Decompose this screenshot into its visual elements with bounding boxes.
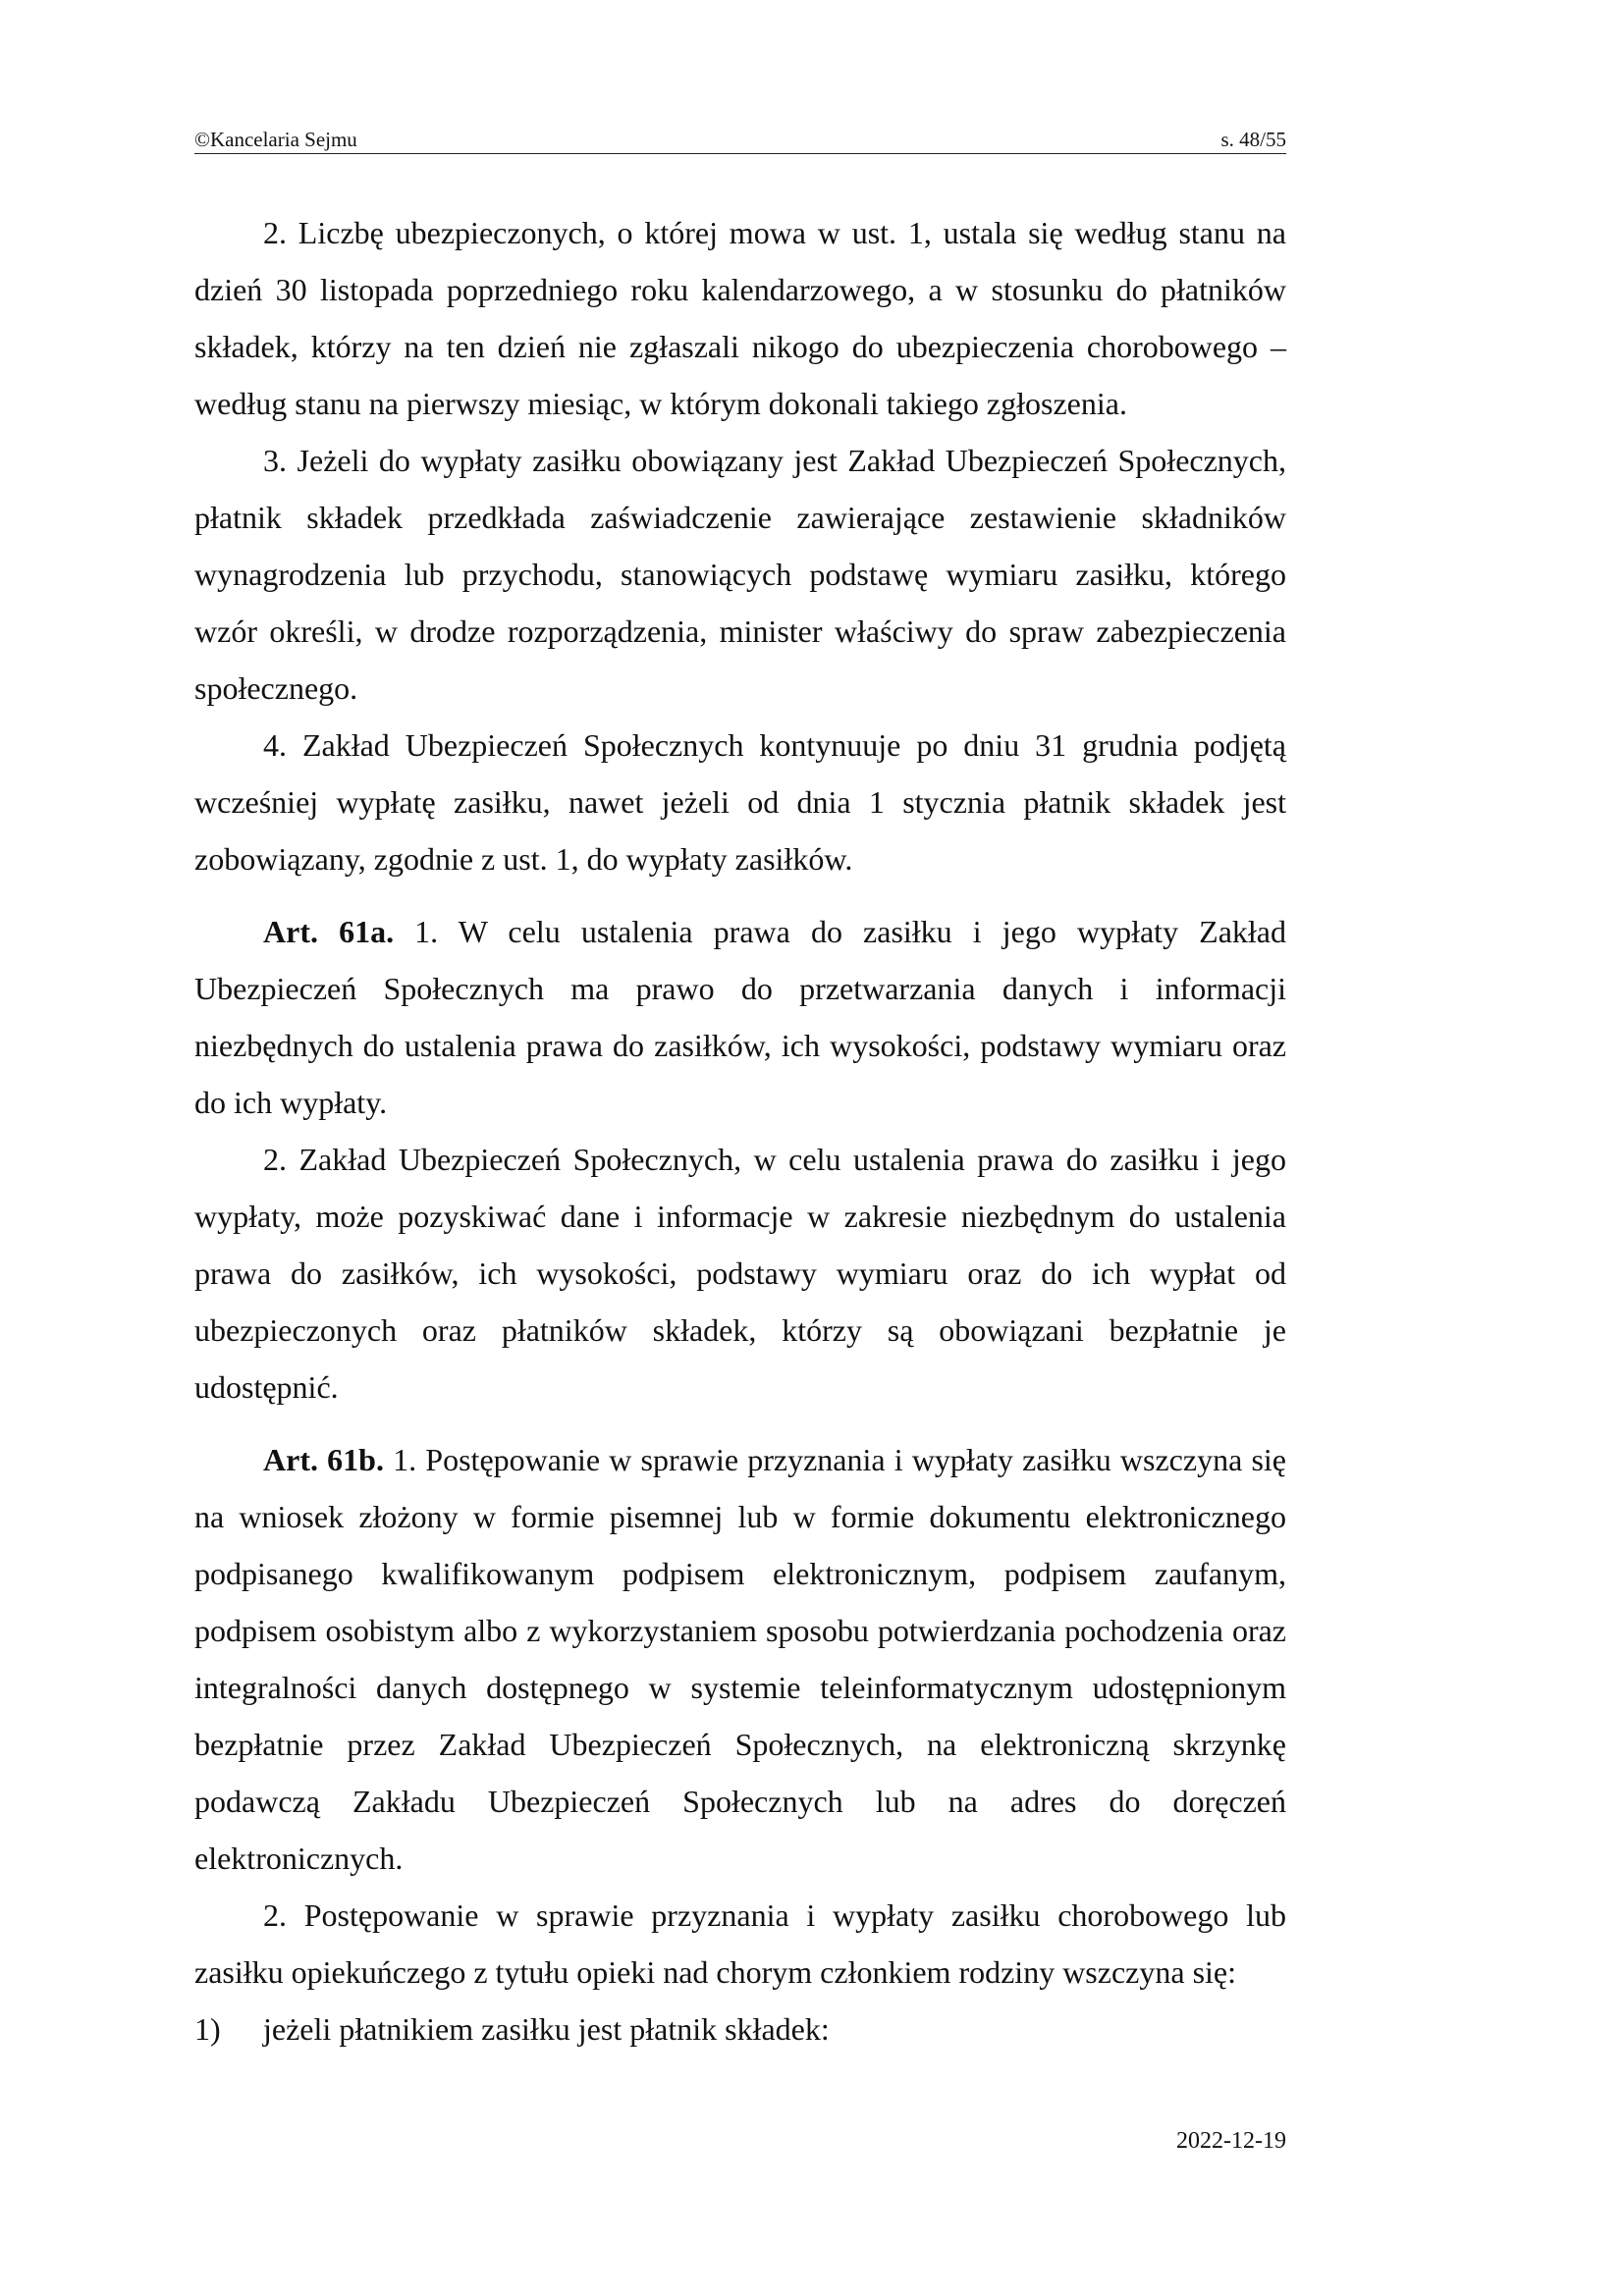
list-item [194, 2001, 1286, 2057]
article-61b-text-1: 1. Postępowanie w sprawie przyznania i wypłaty zasiłku wszczyna się na wniosek złożony w formie pisemnej lub w formie dokumentu elektronicznego podpisanego kwalifikowanym podpisem elektronicznym, podpisem zaufanym, podpisem osobistym albo z wykorzystaniem sposobu potwierdzania pochodzenia oraz integralności danych dostępnego w systemie teleinformatycznym udostępnionym bezpłatnie przez Zakład Ubezpieczeń Społecznych, na elektroniczną skrzynkę podawczą Zakładu Ubezpieczeń Społecznych lub na adres do doręczeń elektronicznych. [194, 1442, 1287, 1876]
article-61b-paragraph-1 [194, 1431, 1286, 1887]
article-61b-paragraph-2: 2. Postępowanie w sprawie przyznania i wypłaty zasiłku chorobowego lub zasiłku opiekuńczego z tytułu opieki nad chorym członkiem rodziny wszczyna się: [194, 1897, 1286, 1990]
document-body [194, 204, 1286, 2057]
list-item-number: 1) [194, 2011, 221, 2047]
article-61a-label: Art. 61a. [263, 914, 395, 949]
header-page-number: s. 48/55 [1220, 128, 1286, 151]
paragraph-ust-3: 3. Jeżeli do wypłaty zasiłku obowiązany jest Zakład Ubezpieczeń Społecznych, płatnik składek przedkłada zaświadczenie zawierające zestawienie składników wynagrodzenia lub przychodu, stanowiących podstawę wymiaru zasiłku, którego wzór określi, w drodze rozporządzenia, minister właściwy do spraw zabezpieczenia społecznego. [194, 443, 1286, 706]
footer-date: 2022-12-19 [1176, 2128, 1286, 2154]
article-61a-paragraph-2: 2. Zakład Ubezpieczeń Społecznych, w celu ustalenia prawa do zasiłku i jego wypłaty, może pozyskiwać dane i informacje w zakresie niezbędnym do ustalenia prawa do zasiłków, ich wysokości, podstawy wymiaru oraz do ich wypłat od ubezpieczonych oraz płatników składek, którzy są obowiązani bezpłatnie je udostępnić. [194, 1142, 1286, 1405]
article-61a-text-1: 1. W celu ustalenia prawa do zasiłku i jego wypłaty Zakład Ubezpieczeń Społecznych ma prawo do przetwarzania danych i informacji niezbędnych do ustalenia prawa do zasiłków, ich wysokości, podstawy wymiaru oraz do ich wypłaty. [194, 914, 1287, 1120]
article-61b-label: Art. 61b. [263, 1442, 384, 1477]
article-61a-paragraph-1 [194, 903, 1286, 1131]
list-item-text: jeżeli płatnikiem zasiłku jest płatnik składek: [263, 2011, 830, 2047]
paragraph-ust-4: 4. Zakład Ubezpieczeń Społecznych kontynuuje po dniu 31 grudnia podjętą wcześniej wypłatę zasiłku, nawet jeżeli od dnia 1 stycznia płatnik składek jest zobowiązany, zgodnie z ust. 1, do wypłaty zasiłków. [194, 727, 1286, 877]
header-source: ©Kancelaria Sejmu [194, 128, 357, 151]
page-header [194, 124, 1286, 154]
paragraph-ust-2: 2. Liczbę ubezpieczonych, o której mowa w ust. 1, ustala się według stanu na dzień 30 listopada poprzedniego roku kalendarzowego, a w stosunku do płatników składek, którzy na ten dzień nie zgłaszali nikogo do ubezpieczenia chorobowego – według stanu na pierwszy miesiąc, w którym dokonali takiego zgłoszenia. [194, 215, 1286, 421]
